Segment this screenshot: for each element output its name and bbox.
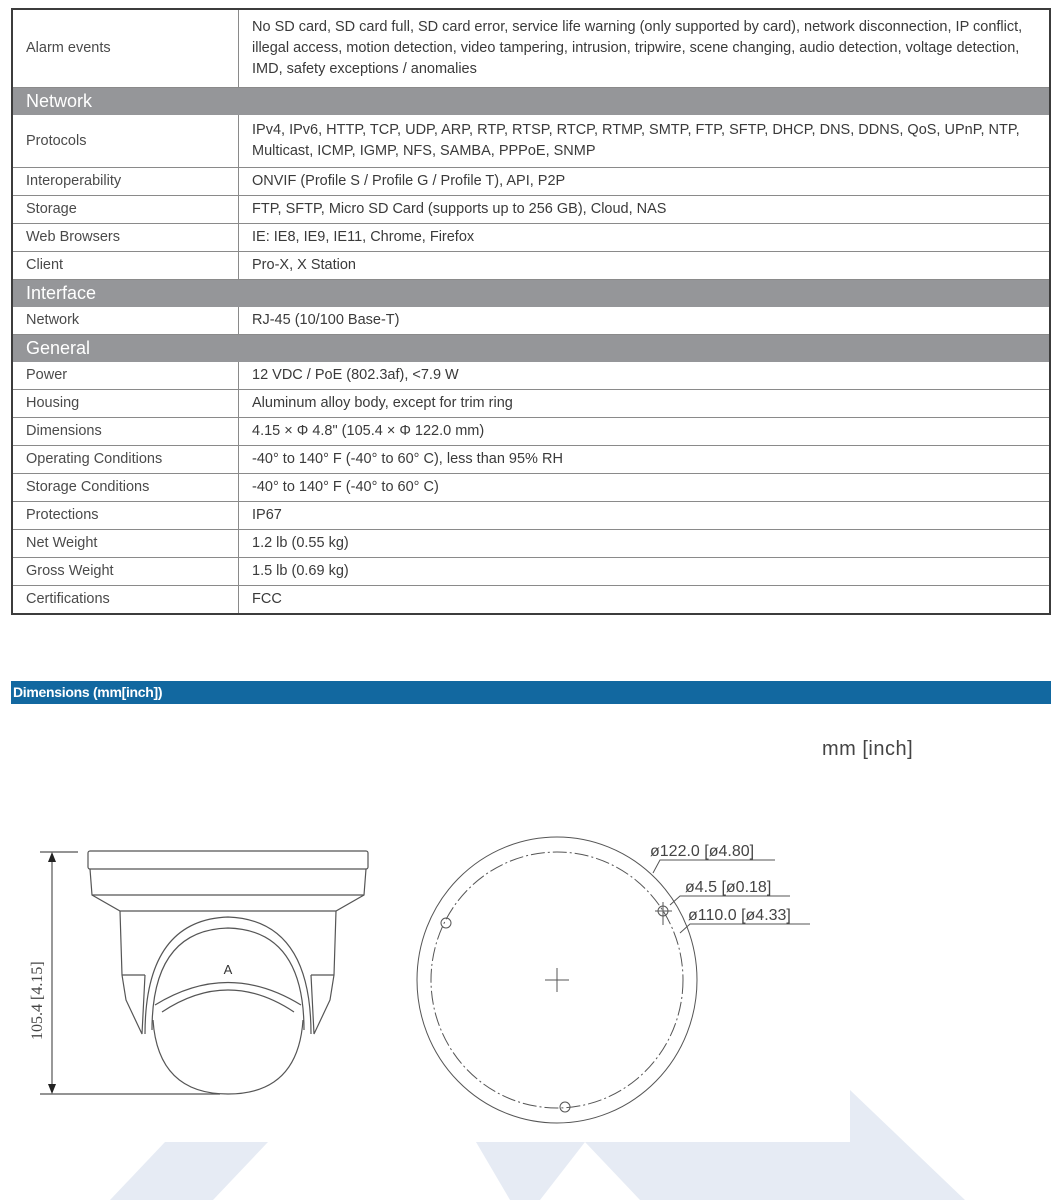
spec-value: 12 VDC / PoE (802.3af), <7.9 W xyxy=(239,362,1051,390)
spec-value: 4.15 × Φ 4.8" (105.4 × Φ 122.0 mm) xyxy=(239,418,1051,446)
spec-label: Interoperability xyxy=(12,168,239,196)
camera-side-view xyxy=(40,851,368,1094)
section-title: Interface xyxy=(12,280,1050,307)
spec-label: Power xyxy=(12,362,239,390)
dimension-drawing xyxy=(0,760,1063,1200)
spec-value: FTP, SFTP, Micro SD Card (supports up to 256 GB), Cloud, NAS xyxy=(239,196,1051,224)
section-header-interface xyxy=(12,280,1050,307)
spec-row-alarm-events xyxy=(12,9,1050,88)
dimensions-section-header: Dimensions (mm[inch]) xyxy=(11,681,1051,704)
hole-diameter-label: ø4.5 [ø0.18] xyxy=(685,879,772,896)
watermark-logo xyxy=(110,1090,965,1200)
spec-label: Net Weight xyxy=(12,530,239,558)
spec-row-certifications xyxy=(12,586,1050,615)
height-dimension-label: 105.4 [4.15] xyxy=(29,961,46,1040)
spec-row-gross-weight xyxy=(12,558,1050,586)
spec-label: Web Browsers xyxy=(12,224,239,252)
section-title: Network xyxy=(12,88,1050,115)
spec-label: Housing xyxy=(12,390,239,418)
bolt-circle-label: ø110.0 [ø4.33] xyxy=(688,907,791,924)
spec-value: -40° to 140° F (-40° to 60° C) xyxy=(239,474,1051,502)
spec-row-power xyxy=(12,362,1050,390)
spec-label: Gross Weight xyxy=(12,558,239,586)
spec-label: Storage xyxy=(12,196,239,224)
spec-row-operating-conditions xyxy=(12,446,1050,474)
spec-row-storage xyxy=(12,196,1050,224)
spec-row-network-interface xyxy=(12,307,1050,335)
spec-value: FCC xyxy=(239,586,1051,615)
spec-label: Dimensions xyxy=(12,418,239,446)
spec-row-protections xyxy=(12,502,1050,530)
spec-value: IPv4, IPv6, HTTP, TCP, UDP, ARP, RTP, RTSP, RTCP, RTMP, SMTP, FTP, SFTP, DHCP, DNS, DDNS, QoS, UPnP, NTP, Multicast, ICMP, IGMP, NFS, SAMBA, PPPoE, SNMP xyxy=(239,115,1051,168)
spec-label: Network xyxy=(12,307,239,335)
spec-value: 1.5 lb (0.69 kg) xyxy=(239,558,1051,586)
spec-row-housing xyxy=(12,390,1050,418)
spec-value: -40° to 140° F (-40° to 60° C), less than 95% RH xyxy=(239,446,1051,474)
spec-label: Alarm events xyxy=(12,9,239,88)
section-title: General xyxy=(12,335,1050,362)
spec-label: Protocols xyxy=(12,115,239,168)
spec-row-dimensions xyxy=(12,418,1050,446)
spec-row-interoperability xyxy=(12,168,1050,196)
section-header-general xyxy=(12,335,1050,362)
unit-label: mm [inch] xyxy=(822,738,914,760)
spec-value: No SD card, SD card full, SD card error, service life warning (only supported by card), network disconnection, IP conflict, illegal access, motion detection, video tampering, intrusion, tripwire, scene changing, audio detection, voltage detection, IMD, safety exceptions / anomalies xyxy=(239,9,1051,88)
section-header-network xyxy=(12,88,1050,115)
spec-label: Client xyxy=(12,252,239,280)
spec-value: IP67 xyxy=(239,502,1051,530)
spec-value: RJ-45 (10/100 Base-T) xyxy=(239,307,1051,335)
outer-diameter-label: ø122.0 [ø4.80] xyxy=(650,843,755,860)
camera-marker-a: A xyxy=(223,962,233,977)
spec-row-storage-conditions xyxy=(12,474,1050,502)
spec-value: ONVIF (Profile S / Profile G / Profile T), API, P2P xyxy=(239,168,1051,196)
spec-value: Aluminum alloy body, except for trim ring xyxy=(239,390,1051,418)
spec-label: Operating Conditions xyxy=(12,446,239,474)
spec-label: Certifications xyxy=(12,586,239,615)
spec-row-net-weight xyxy=(12,530,1050,558)
spec-value: IE: IE8, IE9, IE11, Chrome, Firefox xyxy=(239,224,1051,252)
spec-row-web-browsers xyxy=(12,224,1050,252)
spec-table xyxy=(11,8,1051,615)
spec-row-client xyxy=(12,252,1050,280)
spec-label: Protections xyxy=(12,502,239,530)
spec-value: Pro-X, X Station xyxy=(239,252,1051,280)
spec-row-protocols xyxy=(12,115,1050,168)
spec-value: 1.2 lb (0.55 kg) xyxy=(239,530,1051,558)
spec-label: Storage Conditions xyxy=(12,474,239,502)
